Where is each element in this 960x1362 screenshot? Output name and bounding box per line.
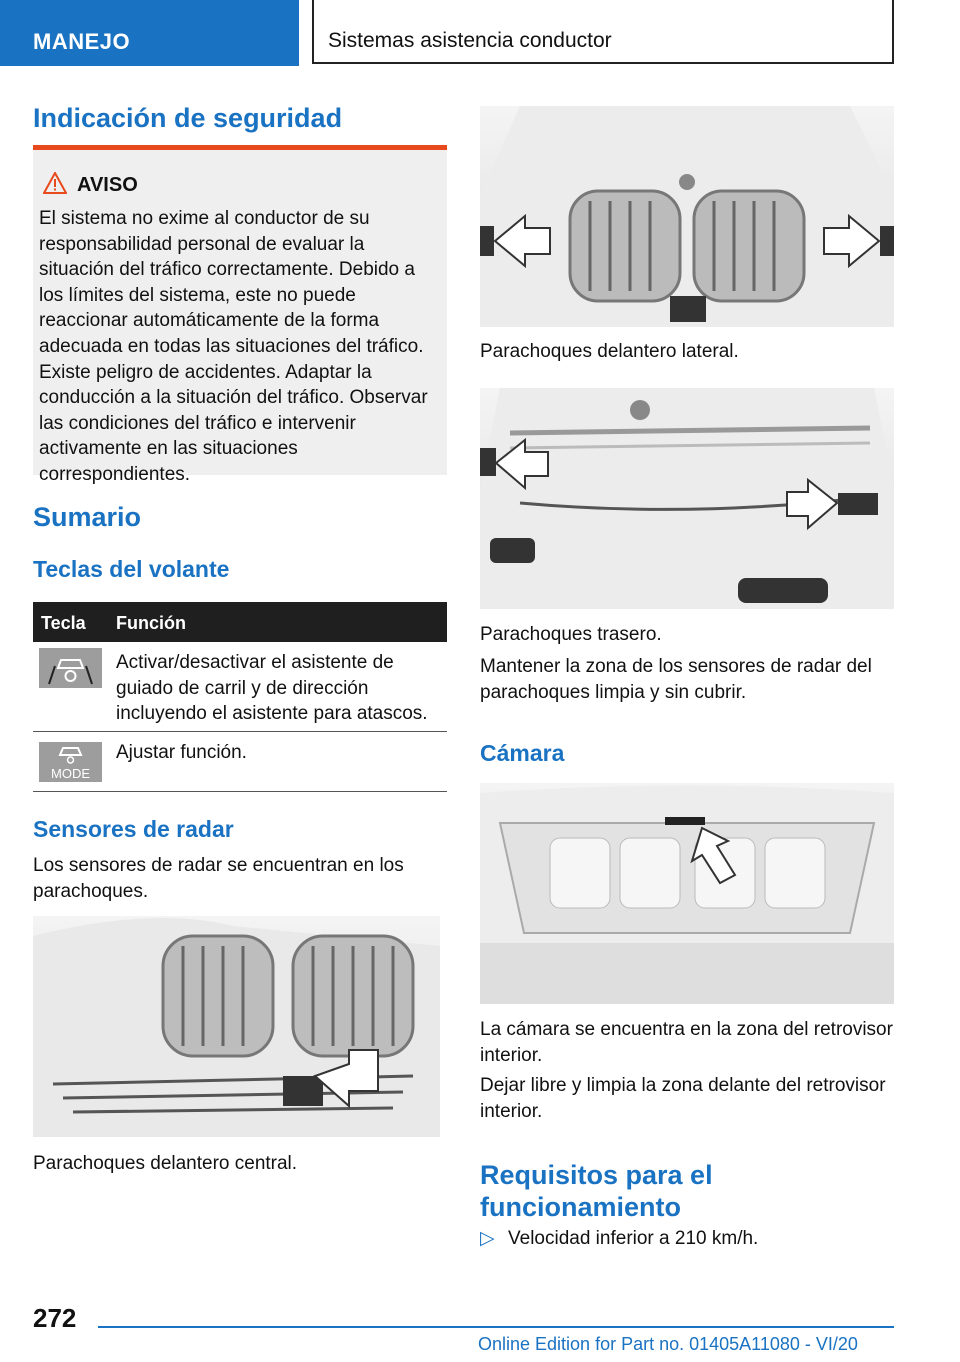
list-item <box>480 1227 758 1250</box>
warning-icon <box>43 172 67 194</box>
radar-text: Los sensores de radar se encuentran en los parachoques. <box>33 855 404 902</box>
camera-heading: Cámara <box>480 740 565 766</box>
front-center-bumper-image <box>33 916 440 1137</box>
table-row <box>33 732 447 792</box>
mode-button-icon <box>39 742 102 782</box>
radar-heading: Sensores de radar <box>33 816 234 842</box>
requirements-heading: Requisitos para el funcionamiento <box>480 1160 713 1222</box>
table-header <box>33 602 447 642</box>
front-side-bumper-image <box>480 106 894 327</box>
col-function: Función <box>116 613 186 633</box>
keys-table <box>33 602 447 792</box>
triangle-bullet-icon: ▷ <box>480 1228 495 1249</box>
caption-front-side: Parachoques delantero lateral. <box>480 341 739 362</box>
list-item-text: Velocidad inferior a 210 km/h. <box>508 1228 759 1249</box>
camera-image <box>480 783 894 1004</box>
col-key: Tecla <box>41 613 86 633</box>
summary-heading: Sumario <box>33 502 142 532</box>
lane-assist-button-icon <box>39 648 102 688</box>
section-tab[interactable] <box>0 0 299 66</box>
warning-text: El sistema no exime al conductor de su responsabilidad personal de evaluar la situación del tráfico correctamente. Debido a los límites del sistema, este no puede reaccionar automáticamente de la forma adecuada en todas las situaciones del tráfico. Existe peligro de accidentes. Adaptar la conducción a la situación del tráfico. Observar las condiciones del tráfico e intervenir activamente en las situaciones correspondientes. <box>39 208 428 485</box>
mode-key-label: MODE <box>51 766 90 781</box>
footer-divider <box>98 1326 894 1328</box>
caption-rear: Parachoques trasero. <box>480 624 662 645</box>
camera-location-text: La cámara se encuentra en la zona del retrovisor interior. <box>480 1019 893 1066</box>
radar-clean-text: Mantener la zona de los sensores de radar del parachoques limpia y sin cubrir. <box>480 656 872 703</box>
warning-label: AVISO <box>77 174 138 196</box>
section-label: MANEJO <box>33 29 131 54</box>
camera-clean-text: Dejar libre y limpia la zona delante del retrovisor interior. <box>480 1075 886 1122</box>
warning-box <box>33 145 447 485</box>
chapter-tab[interactable] <box>312 0 894 64</box>
chapter-label: Sistemas asistencia conductor <box>328 29 612 52</box>
rear-bumper-image <box>480 388 894 609</box>
safety-heading: Indicación de seguridad <box>33 103 343 133</box>
row-function: Ajustar función. <box>116 742 247 763</box>
row-function: Activar/desactivar el asistente de guiado de carril y de dirección incluyendo el asistente para atascos. <box>116 652 428 725</box>
caption-front-center: Parachoques delantero central. <box>33 1153 298 1174</box>
page-number: 272 <box>33 1303 77 1333</box>
edition-text: Online Edition for Part no. 01405A11080 - VI/20 <box>478 1334 858 1354</box>
table-row <box>33 642 447 732</box>
keys-heading: Teclas del volante <box>33 556 230 582</box>
